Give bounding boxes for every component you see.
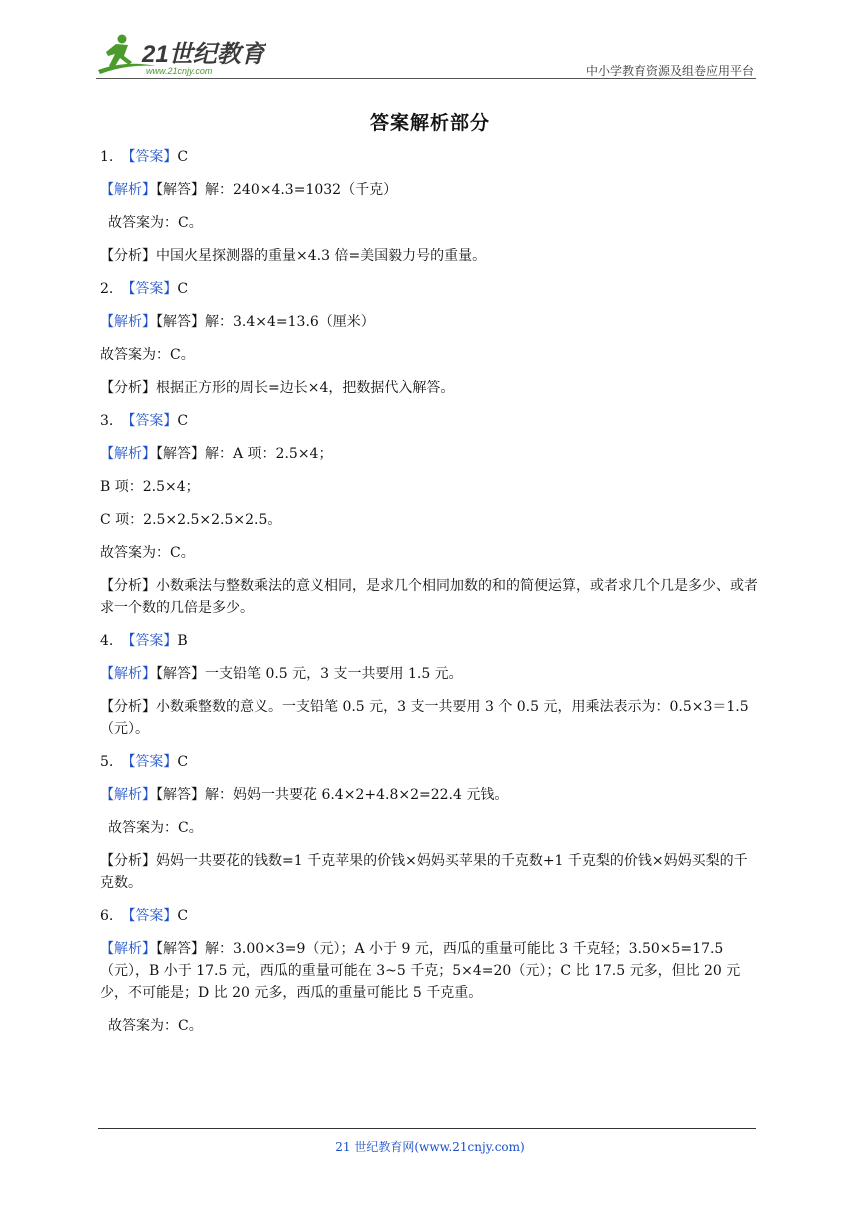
answer-line-q3-fenxi [100,575,760,619]
label-tag: 【答案】 [121,908,178,924]
question-number: 6. [100,908,114,924]
line-text: B 项：2.5×4； [100,479,200,495]
label-tag: 【答案】 [121,754,178,770]
answer-line-q2-fenxi [100,377,760,399]
answer-line-q5-answer [100,751,760,773]
line-text: 【解答】一支铅笔 0.5 元，3 支一共要用 1.5 元。 [156,666,463,682]
label-tag: 【答案】 [121,633,178,649]
question-number: 5. [100,754,114,770]
question-number: 4. [100,633,114,649]
answer-line-q3-answer [100,410,760,432]
answer-line-q4-fenxi [100,696,760,740]
line-text: 【解答】解：妈妈一共要花 6.4×2+4.8×2=22.4 元钱。 [156,787,509,803]
answer-line-q2-answer [100,278,760,300]
page-header [96,30,756,80]
line-text: 【分析】妈妈一共要花的钱数=1 千克苹果的价钱×妈妈买苹果的千克数+1 千克梨的价钱×妈妈买梨的千克数。 [100,853,748,891]
label-tag: 【解析】 [100,182,156,198]
line-text: C [177,754,189,770]
line-text: C [177,413,189,429]
answer-line-q4-jiexi [100,663,760,685]
label-tag: 【解析】 [100,446,156,462]
label-tag: 【答案】 [121,281,178,297]
line-text: 故答案为：C。 [100,347,195,363]
label-tag: 【解析】 [100,666,156,682]
label-tag: 【答案】 [121,149,178,165]
answer-line-q6-result [100,1015,760,1037]
line-text: C 项：2.5×2.5×2.5×2.5。 [100,512,282,528]
answer-line-q4-answer [100,630,760,652]
header-platform-text: 中小学教育资源及组卷应用平台 [585,64,754,78]
line-text: 故答案为：C。 [108,820,203,836]
answer-line-q3-b [100,476,760,498]
footer-link[interactable]: 21 世纪教育网(www.21cnjy.com) [335,1140,525,1154]
answer-line-q6-jiexi [100,938,760,1004]
answer-line-q1-answer [100,146,760,168]
line-text: 【解答】解：3.4×4=13.6（厘米） [156,314,375,330]
question-number: 3. [100,413,114,429]
line-text: 【解答】解：3.00×3=9（元）；A 小于 9 元，西瓜的重量可能比 3 千克轻；3.50×5=17.5（元），B 小于 17.5 元，西瓜的重量可能在 3~5 千克；5×4=20（元）；C 比 17.5 元多，但比 20 元少，不可能是；D 比 20 元多，西瓜的重量可能比 5 千克重。 [100,941,741,1001]
line-text: 【解答】解：A 项：2.5×4； [156,446,333,462]
answer-line-q5-fenxi [100,850,760,894]
line-text: C [177,908,189,924]
answer-line-q1-jiexi [100,179,760,201]
header-divider [96,78,756,79]
answer-line-q1-result [100,212,760,234]
label-tag: 【解析】 [100,314,156,330]
line-text: C [177,281,189,297]
line-text: C [177,149,189,165]
line-text: B [177,633,188,649]
question-number: 2. [100,281,114,297]
answer-line-q3-jiexi [100,443,760,465]
answer-line-q2-jiexi [100,311,760,333]
line-text: 故答案为：C。 [108,215,203,231]
site-logo[interactable] [96,30,266,78]
footer-divider [98,1128,756,1129]
answer-line-q6-answer [100,905,760,927]
answer-line-q3-c [100,509,760,531]
answer-line-q1-fenxi [100,245,760,267]
page-title: 答案解析部分 [369,112,490,134]
line-text: 【解答】解：240×4.3=1032（千克） [156,182,398,198]
label-tag: 【解析】 [100,787,156,803]
answer-line-q3-result [100,542,760,564]
line-text: 【分析】小数乘整数的意义。一支铅笔 0.5 元，3 支一共要用 3 个 0.5 元，用乘法表示为：0.5×3＝1.5（元）。 [100,699,749,737]
line-text: 【分析】小数乘法与整数乘法的意义相同，是求几个相同加数的和的简便运算，或者求几个几是多少、或者求一个数的几倍是多少。 [100,578,758,616]
answer-line-q5-result [100,817,760,839]
label-tag: 【解析】 [100,941,156,957]
line-text: 【分析】根据正方形的周长=边长×4，把数据代入解答。 [100,380,455,396]
answer-content [100,146,760,1037]
label-tag: 【答案】 [121,413,178,429]
answer-line-q5-jiexi [100,784,760,806]
line-text: 故答案为：C。 [100,545,195,561]
line-text: 【分析】中国火星探测器的重量×4.3 倍=美国毅力号的重量。 [100,248,487,264]
line-text: 故答案为：C。 [108,1018,203,1034]
question-number: 1. [100,149,114,165]
logo-wordmark: 21世纪教育 [142,41,265,68]
logo-url: www.21cnjy.com [146,66,213,76]
answer-line-q2-result [100,344,760,366]
